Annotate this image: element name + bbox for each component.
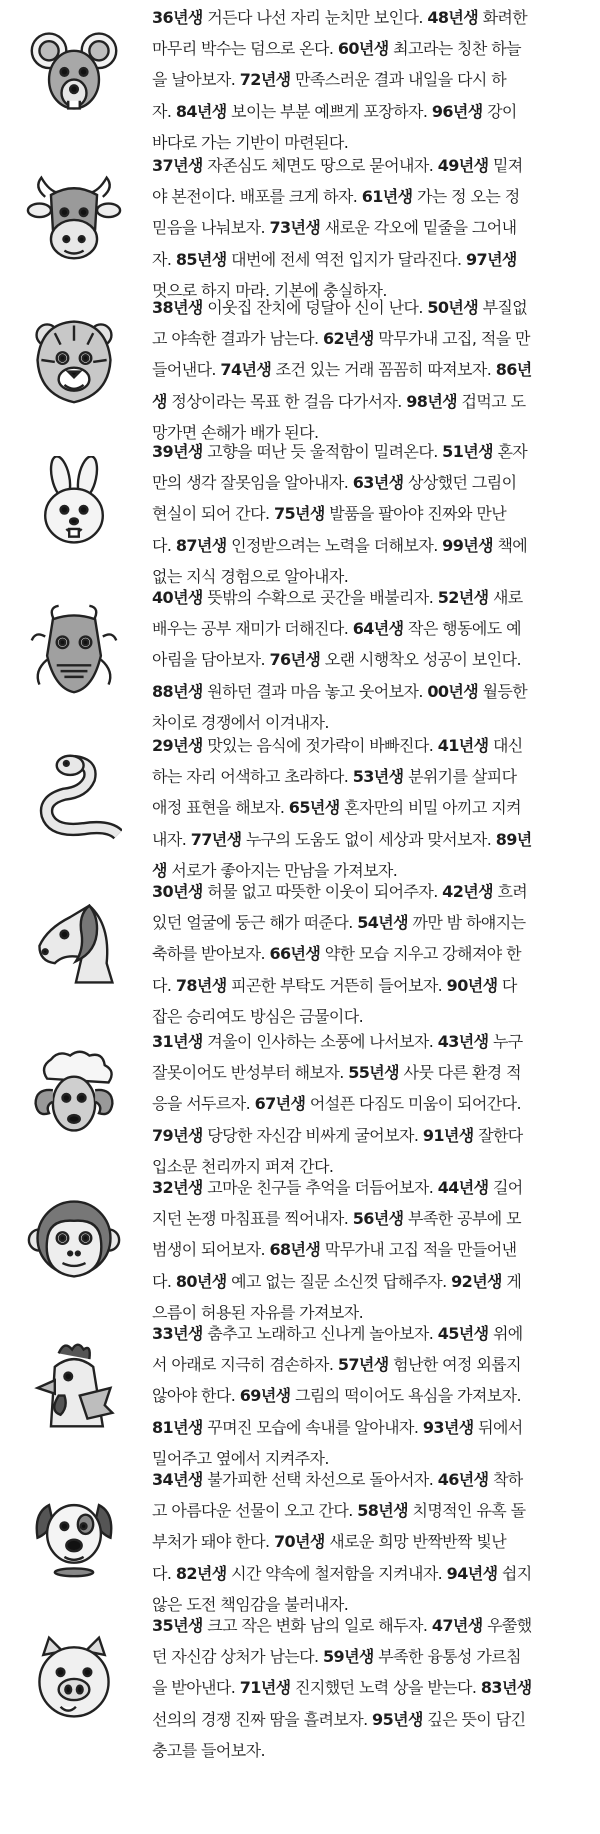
birth-year-label: 39년생 <box>152 442 203 461</box>
fortune-text: 으름이 허용된 자유를 가져보자. <box>152 1302 364 1322</box>
text-line <box>152 64 584 95</box>
fortune-text: 어설픈 다짐도 미움이 되어간다. <box>305 1094 521 1114</box>
birth-year-label: 65년생 <box>288 798 340 818</box>
birth-year-label: 64년생 <box>352 619 404 639</box>
birth-year-label: 53년생 <box>352 767 404 787</box>
snake-icon <box>26 750 122 846</box>
birth-year-label: 73년생 <box>269 218 321 238</box>
birth-year-label: 44년생 <box>437 1178 489 1197</box>
fortune-text: 마무리 박수는 덤으로 온다. <box>152 39 338 59</box>
text-line <box>152 1735 584 1766</box>
fortune-text: 거든다 나선 자리 눈치만 보인다. <box>202 8 428 27</box>
birth-year-label: 31년생 <box>152 1032 203 1051</box>
fortune-text: 최고라는 칭찬 하늘 <box>388 39 521 59</box>
text-line <box>152 467 584 498</box>
text-line <box>152 907 584 938</box>
fortune-text: 자존심도 체면도 땅으로 묻어내자. <box>202 156 438 175</box>
birth-year-label: 61년생 <box>361 187 413 207</box>
text-line <box>152 970 584 1001</box>
entry-text <box>152 876 584 1032</box>
birth-year-label: 66년생 <box>269 944 321 964</box>
text-line <box>152 1349 584 1380</box>
fortune-text: 지던 논쟁 마침표를 찍어내자. <box>152 1209 353 1229</box>
birth-year-label: 95년생 <box>372 1709 423 1729</box>
fortune-text: 진지했던 노력 상을 받는다. <box>290 1678 481 1698</box>
birth-year-label: 68년생 <box>269 1240 321 1260</box>
fortune-text: 게 <box>501 1271 522 1291</box>
birth-year-label: 76년생 <box>269 650 321 670</box>
fortune-text: 혼자 <box>492 442 528 461</box>
text-line <box>152 730 584 761</box>
entry-text <box>152 1318 584 1474</box>
fortune-text: 현실이 되어 간다. <box>152 504 274 524</box>
fortune-text: 잘못이어도 반성부터 해보자. <box>152 1063 349 1083</box>
birth-year-label: 41년생 <box>437 736 489 755</box>
pig-icon <box>26 1630 122 1726</box>
fortune-text: 응을 서두르자. <box>152 1094 255 1114</box>
birth-year-label: 90년생 <box>446 975 498 995</box>
fortune-text: 고 야속한 결과가 남는다. <box>152 329 323 349</box>
text-line <box>152 1704 584 1735</box>
text-line <box>152 354 584 385</box>
fortune-text: 축하를 받아보자. <box>152 944 270 964</box>
birth-year-label: 54년생 <box>357 913 408 933</box>
fortune-text: 상상했던 그림이 <box>403 473 517 493</box>
fortune-text: 정상이라는 목표 한 걸음 다가서자. <box>166 391 407 411</box>
birth-year-label: 51년생 <box>442 442 493 461</box>
fortune-text: 까만 밤 하얘지는 <box>407 913 526 933</box>
monkey-icon <box>26 1192 122 1288</box>
fortune-text: 부족한 공부에 모 <box>403 1209 521 1229</box>
fortune-text: 약한 모습 지우고 강해져야 한 <box>320 944 521 964</box>
birth-year-label: 99년생 <box>442 535 493 555</box>
birth-year-label: 46년생 <box>437 1470 489 1489</box>
fortune-text: 새로운 각오에 밑줄을 그어내 <box>320 218 517 238</box>
birth-year-label: 생 <box>152 860 167 880</box>
fortune-text: 누구 <box>488 1032 523 1051</box>
birth-year-label: 88년생 <box>152 681 203 701</box>
entry-text <box>152 436 584 592</box>
fortune-text: 않아야 한다. <box>152 1386 240 1406</box>
birth-year-label: 94년생 <box>446 1563 498 1583</box>
fortune-text: 서로가 좋아지는 만남을 가져보자. <box>166 860 398 880</box>
fortune-text: 막무가내 고집 적을 만들어낸 <box>320 1240 517 1260</box>
birth-year-label: 52년생 <box>437 588 489 607</box>
fortune-text: 원하던 결과 마음 놓고 웃어보자. <box>202 681 428 701</box>
birth-year-label: 92년생 <box>451 1271 502 1291</box>
fortune-text: 인정받으려는 노력을 더해보자. <box>226 535 443 555</box>
entry-text <box>152 1172 584 1328</box>
fortune-text: 잡은 승리여도 방심은 금물이다. <box>152 1006 364 1026</box>
birth-year-label: 69년생 <box>239 1386 291 1406</box>
text-line <box>152 212 584 243</box>
birth-year-label: 98년생 <box>406 391 458 411</box>
text-line <box>152 1203 584 1234</box>
fortune-text: 서 아래로 지극히 겸손하자. <box>152 1355 338 1375</box>
fortune-text: 충고를 들어보자. <box>152 1740 265 1760</box>
fortune-text: 잘한다 <box>473 1125 523 1145</box>
dog-icon <box>26 1484 122 1580</box>
fortune-text: 시간 약속에 철저함을 지켜내자. <box>226 1563 447 1583</box>
birth-year-label: 49년생 <box>437 156 489 175</box>
text-line <box>152 676 584 707</box>
birth-year-label: 59년생 <box>323 1647 374 1667</box>
fortune-text: 책에 <box>492 535 528 555</box>
birth-year-label: 83년생 <box>480 1678 532 1698</box>
birth-year-label: 58년생 <box>357 1501 408 1521</box>
birth-year-label: 63년생 <box>352 473 404 493</box>
birth-year-label: 97년생 <box>466 249 517 269</box>
birth-year-label: 33년생 <box>152 1324 203 1343</box>
fortune-text: 자. <box>152 249 176 269</box>
fortune-text: 부처가 돼야 한다. <box>152 1532 274 1552</box>
birth-year-label: 60년생 <box>337 39 389 59</box>
birth-year-label: 36년생 <box>152 8 203 27</box>
fortune-text: 꾸며진 모습에 속내를 알아내자. <box>202 1417 423 1437</box>
text-line <box>152 1318 584 1349</box>
birth-year-label: 62년생 <box>323 329 374 349</box>
birth-year-label: 30년생 <box>152 882 203 901</box>
fortune-text: 범생이 되어보자. <box>152 1240 270 1260</box>
fortune-text: 있던 얼굴에 둥근 해가 떠준다. <box>152 913 358 933</box>
birth-year-label: 75년생 <box>273 504 325 524</box>
fortune-text: 쉽지 <box>497 1563 532 1583</box>
birth-year-label: 71년생 <box>239 1678 291 1698</box>
birth-year-label: 82년생 <box>175 1563 227 1583</box>
fortune-text: 을 받아낸다. <box>152 1678 240 1698</box>
birth-year-label: 87년생 <box>175 535 227 555</box>
fortune-text: 작은 행동에도 예 <box>403 619 521 639</box>
fortune-text: 다. <box>152 535 176 555</box>
fortune-text: 사뭇 다른 환경 적 <box>399 1063 521 1083</box>
fortune-text: 선의의 경쟁 진짜 땀을 흘려보자. <box>152 1709 373 1729</box>
text-line <box>152 181 584 212</box>
fortune-text: 새로운 희망 반짝반짝 빛난 <box>324 1532 507 1552</box>
text-line <box>152 1610 584 1641</box>
fortune-text: 맛있는 음식에 젓가락이 바빠진다. <box>202 736 438 755</box>
fortune-text: 들어낸다. <box>152 360 221 380</box>
fortune-text: 뒤에서 <box>473 1417 523 1437</box>
fortune-text: 길어 <box>488 1178 523 1197</box>
fortune-text: 뜻밖의 수확으로 곳간을 배불리자. <box>202 588 438 607</box>
fortune-text: 망가면 손해가 배가 된다. <box>152 422 319 442</box>
text-line <box>152 1266 584 1297</box>
birth-year-label: 70년생 <box>273 1532 325 1552</box>
entry-text <box>152 1464 584 1620</box>
fortune-text: 예고 없는 질문 소신껏 답해주자. <box>226 1271 452 1291</box>
text-line <box>152 1672 584 1703</box>
fortune-text: 않은 도전 책임감을 불러내자. <box>152 1594 349 1614</box>
text-line <box>152 2 584 33</box>
fortune-text: 아림을 담아보자. <box>152 650 270 670</box>
fortune-text: 을 날아보자. <box>152 70 240 90</box>
fortune-text: 당당한 자신감 비싸게 굴어보자. <box>202 1125 423 1145</box>
birth-year-label: 86년 <box>495 360 532 380</box>
fortune-text: 그림의 떡이어도 욕심을 가져보자. <box>290 1386 521 1406</box>
fortune-text: 강이 <box>482 101 517 121</box>
fortune-text: 다. <box>152 1271 176 1291</box>
text-line <box>152 644 584 675</box>
text-line <box>152 938 584 969</box>
entry-text <box>152 150 584 306</box>
birth-year-label: 40년생 <box>152 588 203 607</box>
fortune-text: 막무가내 고집, 적을 만 <box>373 329 530 349</box>
fortune-text: 밑져 <box>488 156 523 175</box>
entry-text <box>152 1610 584 1766</box>
birth-year-label: 84년생 <box>175 101 227 121</box>
text-line <box>152 33 584 64</box>
fortune-text: 다. <box>152 1563 176 1583</box>
ox-icon <box>26 170 122 266</box>
text-line <box>152 292 584 323</box>
birth-year-label: 56년생 <box>352 1209 404 1229</box>
fortune-text: 만족스러운 결과 내일을 다시 하 <box>290 70 507 90</box>
fortune-text: 허물 없고 따뜻한 이웃이 되어주자. <box>202 882 443 901</box>
fortune-text: 치명적인 유혹 돌 <box>407 1501 526 1521</box>
fortune-text: 이웃집 잔치에 덩달아 신이 난다. <box>202 298 428 317</box>
text-line <box>152 1026 584 1057</box>
sheep-icon <box>26 1046 122 1142</box>
text-line <box>152 1641 584 1672</box>
birth-year-label: 38년생 <box>152 298 203 317</box>
fortune-text: 바다로 가는 기반이 마련된다. <box>152 132 349 152</box>
fortune-text: 야 본전이다. 배포를 크게 하자. <box>152 187 362 207</box>
birth-year-label: 77년생 <box>190 829 242 849</box>
fortune-text: 내자. <box>152 829 191 849</box>
text-line <box>152 436 584 467</box>
fortune-text: 애정 표현을 해보자. <box>152 798 289 818</box>
birth-year-label: 48년생 <box>427 8 479 27</box>
birth-year-label: 78년생 <box>175 975 227 995</box>
fortune-text: 만의 생각 잘못임을 알아내자. <box>152 473 353 493</box>
birth-year-label: 00년생 <box>427 681 479 701</box>
fortune-text: 겁먹고 도 <box>457 391 526 411</box>
fortune-text: 조건 있는 거래 꼼꼼히 따져보자. <box>271 360 496 380</box>
fortune-text: 없는 지식 경험으로 알아내자. <box>152 566 349 586</box>
birth-year-label: 93년생 <box>422 1417 474 1437</box>
fortune-text: 혼자만의 비밀 아끼고 지켜 <box>339 798 521 818</box>
text-line <box>152 1558 584 1589</box>
fortune-text: 밀어주고 옆에서 지켜주자. <box>152 1448 329 1468</box>
rabbit-icon <box>26 456 122 552</box>
birth-year-label: 57년생 <box>337 1355 389 1375</box>
birth-year-label: 91년생 <box>422 1125 474 1145</box>
fortune-text: 발품을 팔아야 진짜와 만난 <box>324 504 507 524</box>
text-line <box>152 96 584 127</box>
dragon-icon <box>26 602 122 698</box>
fortune-text: 믿음을 나눠보자. <box>152 218 270 238</box>
fortune-text: 깊은 뜻이 담긴 <box>422 1709 526 1729</box>
birth-year-label: 80년생 <box>175 1271 227 1291</box>
fortune-text: 던 자신감 상처가 남는다. <box>152 1647 323 1667</box>
rat-icon <box>26 22 122 118</box>
text-line <box>152 824 584 855</box>
horse-icon <box>26 896 122 992</box>
birth-year-label: 34년생 <box>152 1470 203 1489</box>
fortune-text: 차이로 경쟁에서 이겨내자. <box>152 712 329 732</box>
text-line <box>152 792 584 823</box>
text-line <box>152 1380 584 1411</box>
text-line <box>152 323 584 354</box>
fortune-text: 입소문 천리까지 퍼져 간다. <box>152 1156 334 1176</box>
birth-year-label: 생 <box>152 391 167 411</box>
fortune-text: 화려한 <box>478 8 528 27</box>
text-line <box>152 582 584 613</box>
tiger-icon <box>26 312 122 408</box>
birth-year-label: 50년생 <box>427 298 479 317</box>
fortune-text: 부족한 융통성 가르침 <box>373 1647 521 1667</box>
text-line <box>152 386 584 417</box>
text-line <box>152 1120 584 1151</box>
birth-year-label: 74년생 <box>220 360 272 380</box>
fortune-text: 부질없 <box>478 298 528 317</box>
fortune-text: 월등한 <box>478 681 528 701</box>
fortune-text: 불가피한 선택 차선으로 돌아서자. <box>202 1470 438 1489</box>
birth-year-label: 79년생 <box>152 1125 203 1145</box>
fortune-text: 고향을 떠난 듯 울적함이 밀려온다. <box>202 442 443 461</box>
birth-year-label: 35년생 <box>152 1616 203 1635</box>
fortune-text: 대신 <box>488 736 523 755</box>
text-line <box>152 876 584 907</box>
fortune-text: 보이는 부분 예쁘게 포장하자. <box>226 101 432 121</box>
birth-year-label: 67년생 <box>254 1094 306 1114</box>
birth-year-label: 37년생 <box>152 156 203 175</box>
fortune-text: 고마운 친구들 추억을 더듬어보자. <box>202 1178 438 1197</box>
text-line <box>152 1234 584 1265</box>
entry-text <box>152 292 584 448</box>
birth-year-label: 42년생 <box>442 882 493 901</box>
fortune-text: 다 <box>497 975 517 995</box>
text-line <box>152 1172 584 1203</box>
birth-year-label: 72년생 <box>239 70 291 90</box>
text-line <box>152 244 584 275</box>
entry-text <box>152 730 584 886</box>
fortune-text: 배우는 공부 재미가 더해진다. <box>152 619 353 639</box>
fortune-text: 크고 작은 변화 남의 일로 해두자. <box>202 1616 432 1635</box>
birth-year-label: 29년생 <box>152 736 203 755</box>
text-line <box>152 1412 584 1443</box>
fortune-text: 자. <box>152 101 176 121</box>
text-line <box>152 613 584 644</box>
fortune-text: 하는 자리 어색하고 초라하다. <box>152 767 353 787</box>
fortune-text: 착하 <box>488 1470 523 1489</box>
fortune-text: 분위기를 살피다 <box>403 767 517 787</box>
fortune-text: 흐려 <box>492 882 528 901</box>
text-line <box>152 1464 584 1495</box>
birth-year-label: 45년생 <box>437 1324 489 1343</box>
text-line <box>152 1057 584 1088</box>
birth-year-label: 81년생 <box>152 1417 203 1437</box>
birth-year-label: 85년생 <box>175 249 227 269</box>
fortune-text: 춤추고 노래하고 신나게 놀아보자. <box>202 1324 438 1343</box>
text-line <box>152 761 584 792</box>
fortune-text: 다. <box>152 975 176 995</box>
text-line <box>152 150 584 181</box>
fortune-text: 피곤한 부탁도 거뜬히 들어보자. <box>226 975 447 995</box>
entry-text <box>152 582 584 738</box>
rooster-icon <box>26 1338 122 1434</box>
birth-year-label: 32년생 <box>152 1178 203 1197</box>
fortune-text: 대번에 전세 역전 입지가 달라진다. <box>226 249 466 269</box>
text-line <box>152 1526 584 1557</box>
text-line <box>152 1495 584 1526</box>
fortune-text: 험난한 여정 외롭지 <box>388 1355 521 1375</box>
birth-year-label: 96년생 <box>431 101 483 121</box>
entry-text <box>152 1026 584 1182</box>
entry-text <box>152 2 584 158</box>
fortune-text: 위에 <box>488 1324 523 1343</box>
fortune-text: 새로 <box>488 588 523 607</box>
fortune-text: 누구의 도움도 없이 세상과 맞서보자. <box>241 829 496 849</box>
birth-year-label: 47년생 <box>431 1616 483 1635</box>
text-line <box>152 498 584 529</box>
fortune-text: 고 아름다운 선물이 오고 간다. <box>152 1501 358 1521</box>
fortune-text: 가는 정 오는 정 <box>412 187 520 207</box>
text-line <box>152 530 584 561</box>
birth-year-label: 89년 <box>495 829 532 849</box>
fortune-text: 오랜 시행착오 성공이 보인다. <box>320 650 521 670</box>
fortune-text: 우쭐했 <box>482 1616 532 1635</box>
text-line <box>152 1088 584 1119</box>
fortune-text: 멋으로 하지 마라. 기본에 충실하자. <box>152 280 387 300</box>
birth-year-label: 55년생 <box>348 1063 399 1083</box>
fortune-text: 겨울이 인사하는 소풍에 나서보자. <box>202 1032 438 1051</box>
birth-year-label: 43년생 <box>437 1032 489 1051</box>
